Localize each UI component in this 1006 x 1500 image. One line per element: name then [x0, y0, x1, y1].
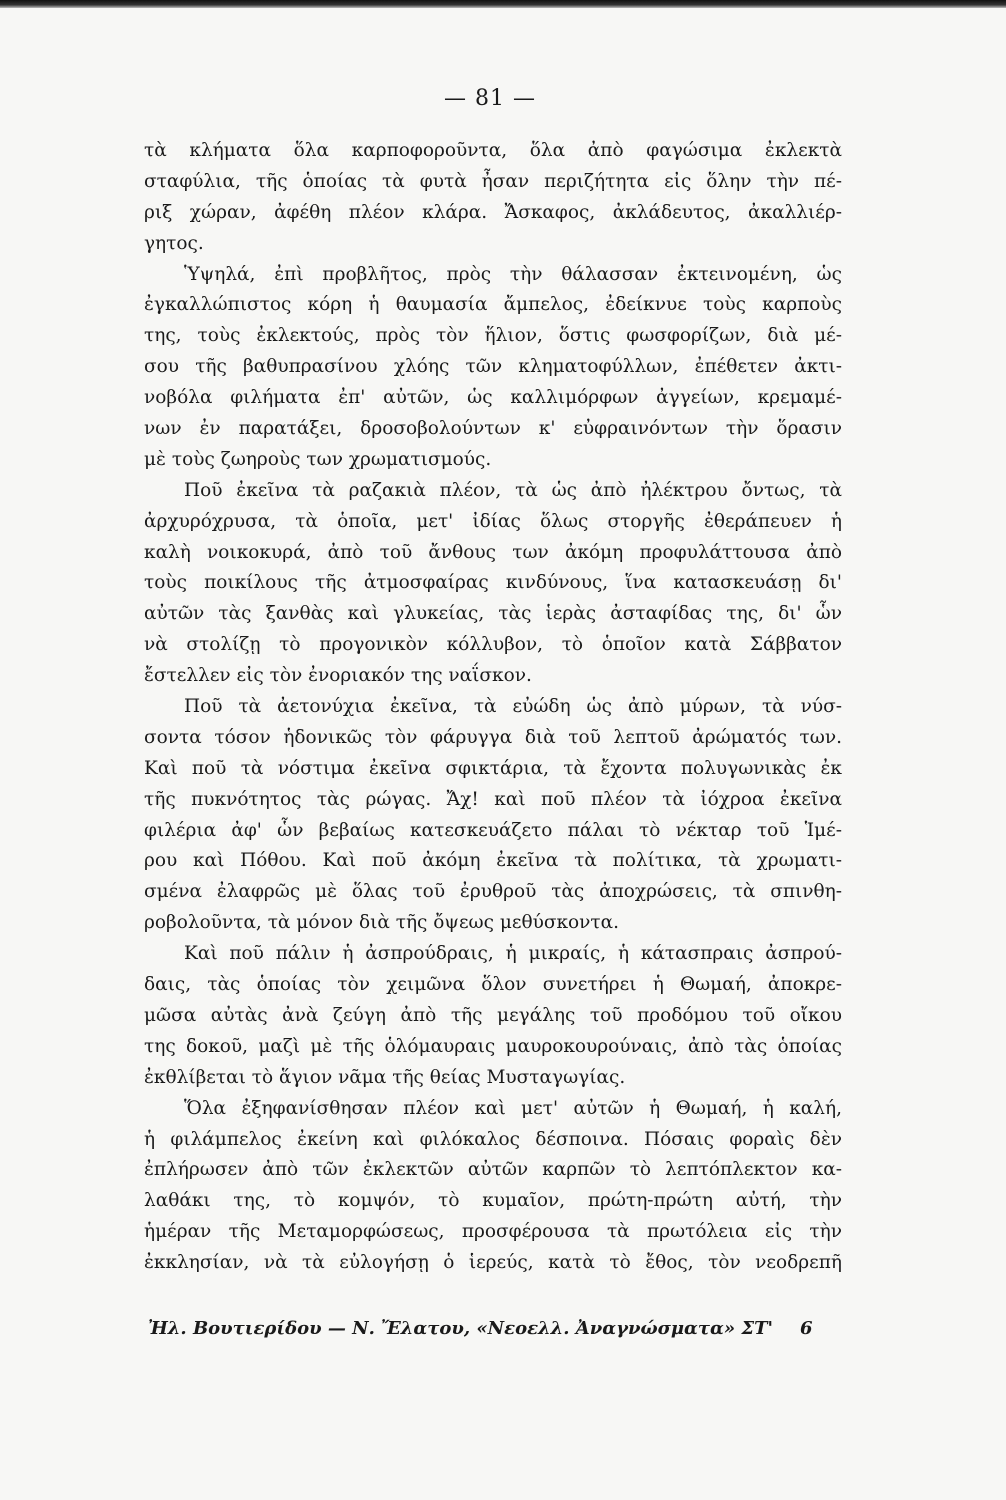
text-line: ἀρχυρόχρυσα, τὰ ὁποῖα, μετ' ἰδίας ὅλως στοργῆς ἐθεράπευεν ἡ [144, 510, 842, 532]
footer-citation: Ἠλ. Βουτιερίδου — Ν. Ἔλατου, «Νεοελλ. Ἀναγνώσματα» ΣΤ' [148, 1318, 774, 1339]
text-line: νοβόλα φιλήματα ἐπ' αὐτῶν, ὡς καλλιμόρφων ἀγγείων, κρεμαμέ- [144, 387, 842, 409]
text-line: Ποῦ τὰ ἀετονύχια ἐκεῖνα, τὰ εὐώδη ὡς ἀπὸ μύρων, τὰ νύσ- [184, 696, 842, 718]
scan-edge-shadow [0, 0, 1006, 8]
text-line: Ποῦ ἐκεῖνα τὰ ραζακιὰ πλέον, τὰ ὡς ἀπὸ ἠλέκτρου ὄντως, τὰ [184, 479, 842, 501]
footer-sheet-number: 6 [800, 1318, 813, 1339]
text-line: μῶσα αὐτὰς ἀνὰ ζεύγη ἀπὸ τῆς μεγάλης τοῦ προδόμου τοῦ οἴκου [144, 1004, 842, 1026]
text-line: ἔστελλεν εἰς τὸν ἐνοριακόν της ναΐσκον. [144, 665, 532, 687]
text-line: τὰ κλήματα ὅλα καρποφοροῦντα, ὅλα ἀπὸ φαγώσιμα ἐκλεκτὰ [144, 140, 842, 161]
text-line: καλὴ νοικοκυρά, ἀπὸ τοῦ ἄνθους των ἀκόμη προφυλάττουσα ἀπὸ [144, 541, 842, 563]
text-line: σου τῆς βαθυπρασίνου χλόης τῶν κληματοφύλλων, ἐπέθετεν ἀκτι- [144, 356, 842, 378]
text-line: δαις, τὰς ὁποίας τὸν χειμῶνα ὅλον συνετήρει ἡ Θωμαή, ἀποκρε- [144, 974, 842, 996]
text-line: Καὶ ποῦ πάλιν ἡ ἀσπρούδραις, ἡ μικραίς, ἡ κάτασπραις ἀσπρού- [184, 943, 842, 965]
text-line: Ὑψηλά, ἐπὶ προβλῆτος, πρὸς τὴν θάλασσαν ἐκτεινομένη, ὡς [184, 263, 842, 285]
text-line: νὰ στολίζῃ τὸ προγονικὸν κόλλυβον, τὸ ὁποῖον κατὰ Σάββατον [144, 634, 842, 656]
text-line: ἐκκλησίαν, νὰ τὰ εὐλογήσῃ ὁ ἱερεύς, κατὰ τὸ ἔθος, τὸν νεοδρεπῆ [144, 1252, 842, 1274]
page-number: — 81 — [444, 86, 536, 111]
text-line: ροβολοῦντα, τὰ μόνον διὰ τῆς ὄψεως μεθύσκοντα. [144, 912, 620, 934]
text-line: σοντα τόσον ἡδονικῶς τὸν φάρυγγα διὰ τοῦ λεπτοῦ ἀρώματός των. [144, 726, 842, 748]
text-line: ἐγκαλλώπιστος κόρη ἡ θαυμασία ἄμπελος, ἐδείκνυε τοὺς καρποὺς [144, 294, 842, 316]
text-line: λαθάκι της, τὸ κομψόν, τὸ κυμαῖον, πρώτη-πρώτη αὐτή, τὴν [144, 1190, 842, 1212]
text-line: ριξ χώραν, ἀφέθη πλέον κλάρα. Ἄσκαφος, ἀκλάδευτος, ἀκαλλιέρ- [144, 201, 842, 223]
text-line: Ὅλα ἐξηφανίσθησαν πλέον καὶ μετ' αὐτῶν ἡ Θωμαή, ἡ καλή, [184, 1097, 842, 1119]
text-line: τοὺς ποικίλους τῆς ἀτμοσφαίρας κινδύνους, ἵνα κατασκευάσῃ δι' [144, 572, 842, 594]
text-line: ρου καὶ Πόθου. Καὶ ποῦ ἀκόμη ἐκεῖνα τὰ πολίτικα, τὰ χρωματι- [144, 850, 842, 872]
text-line: αὐτῶν τὰς ξανθὰς καὶ γλυκείας, τὰς ἱερὰς ἀσταφίδας της, δι' ὧν [144, 603, 842, 625]
text-line: της, τοὺς ἐκλεκτούς, πρὸς τὸν ἥλιον, ὅστις φωσφορίζων, διὰ μέ- [144, 325, 842, 347]
text-line: νων ἐν παρατάξει, δροσοβολούντων κ' εὐφραινόντων τὴν ὅρασιν [144, 418, 842, 440]
text-line: σμένα ἐλαφρῶς μὲ ὅλας τοῦ ἐρυθροῦ τὰς ἀποχρώσεις, τὰ σπινθη- [144, 881, 842, 903]
text-line: σταφύλια, τῆς ὁποίας τὰ φυτὰ ἦσαν περιζήτητα εἰς ὅλην τὴν πέ- [144, 170, 842, 192]
text-line: ἡμέραν τῆς Μεταμορφώσεως, προσφέρουσα τὰ πρωτόλεια εἰς τὴν [144, 1221, 842, 1243]
text-line: της δοκοῦ, μαζὶ μὲ τῆς ὁλόμαυραις μαυροκουρούναις, ἀπὸ τὰς ὁποίας [144, 1035, 842, 1057]
text-line: ἐκθλίβεται τὸ ἅγιον νᾶμα τῆς θείας Μυσταγωγίας. [144, 1066, 626, 1088]
text-line: τῆς πυκνότητος τὰς ρώγας. Ἄχ! καὶ ποῦ πλέον τὰ ἰόχροα ἐκεῖνα [144, 788, 842, 810]
text-line: μὲ τοὺς ζωηροὺς των χρωματισμούς. [144, 448, 492, 470]
text-line: Καὶ ποῦ τὰ νόστιμα ἐκεῖνα σφικτάρια, τὰ ἔχοντα πολυγωνικὰς ἐκ [144, 757, 842, 779]
text-line: ἐπλήρωσεν ἀπὸ τῶν ἐκλεκτῶν αὐτῶν καρπῶν τὸ λεπτόπλεκτον κα- [144, 1159, 842, 1181]
text-line: ἡ φιλάμπελος ἐκείνη καὶ φιλόκαλος δέσποινα. Πόσαις φοραὶς δὲν [144, 1128, 842, 1150]
text-line: φιλέρια ἀφ' ὧν βεβαίως κατεσκευάζετο πάλαι τὸ νέκταρ τοῦ Ἱμέ- [144, 819, 842, 841]
text-line: γητος. [144, 232, 204, 254]
body-text [144, 136, 842, 1279]
